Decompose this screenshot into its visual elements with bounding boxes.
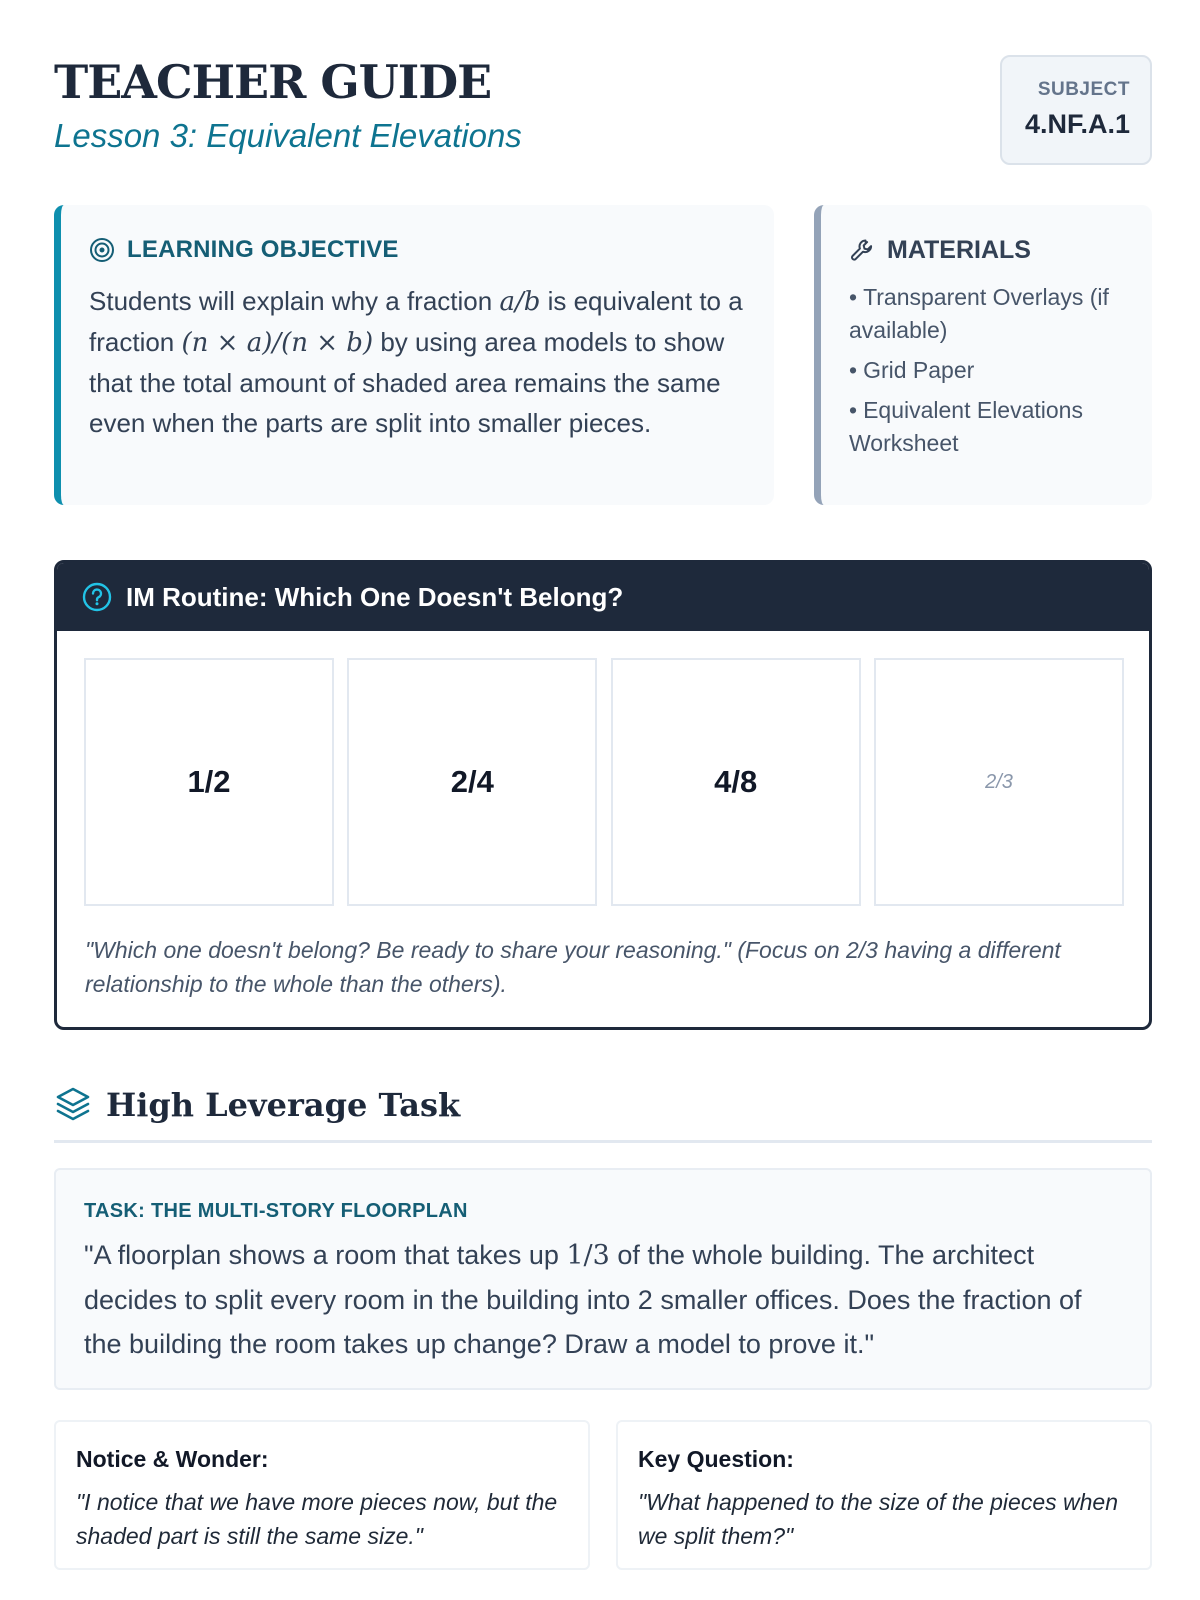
materials-header [849,235,1130,265]
task-text-part: "A floorplan shows a room that takes up [84,1240,567,1270]
high-leverage-heading [54,1085,1152,1143]
material-label: Grid Paper [863,357,975,383]
key-question-label: Key Question: [638,1446,794,1472]
materials-card [814,205,1152,505]
task-text [84,1233,1122,1366]
wodb-value: 4/8 [714,764,758,799]
objective-text-part: Students will explain why a fraction [89,286,500,316]
im-routine-card [54,560,1152,1030]
page-title: TEACHER GUIDE [54,55,492,109]
wodb-value: 2/4 [450,764,494,799]
fraction-one-third: 1/3 [566,1240,610,1271]
materials-heading: MATERIALS [887,235,1031,264]
wodb-card [611,658,861,906]
wodb-value: 2/3 [985,770,1013,793]
notice-wonder-label: Notice & Wonder: [76,1446,269,1472]
learning-objective-card [54,205,774,505]
teacher-guide-page [54,0,1152,1600]
key-question-card [616,1420,1152,1570]
wodb-value: 1/2 [187,764,231,799]
task-label: TASK: THE MULTI-STORY FLOORPLAN [84,1200,468,1222]
task-card [54,1168,1152,1390]
list-item: • Transparent Overlays (if available) [849,284,1109,343]
fraction-na-over-nb: (n × a)/(n × b) [181,328,374,358]
wodb-card [347,658,597,906]
list-item: • Equivalent Elevations Worksheet [849,397,1083,456]
materials-list [849,281,1130,460]
task-text-part: of the whole building. The architect decides to split every room in the building into 2 smaller offices. Does the fraction of the building the room takes up change? Draw a model to prove it." [84,1240,1082,1359]
subject-label: SUBJECT [1037,79,1130,100]
material-label: Equivalent Elevations Worksheet [849,397,1083,456]
material-label: Transparent Overlays (if available) [849,284,1109,343]
key-question-text: "What happened to the size of the pieces when we split them?" [638,1489,1118,1549]
fraction-a-over-b: a/b [499,287,541,317]
layers-icon [54,1085,92,1123]
target-icon [89,237,115,263]
objective-heading: LEARNING OBJECTIVE [127,236,399,263]
section-title: High Leverage Task [106,1086,461,1124]
objective-text-part: by using area models to show that the total amount of shaded area remains the same even when the parts are split into smaller pieces. [89,327,725,438]
subject-badge [1000,55,1152,165]
objective-header [89,235,746,265]
notice-wonder-card [54,1420,590,1570]
wrench-icon [849,237,875,263]
list-item: • Grid Paper [849,357,975,383]
routine-note: "Which one doesn't belong? Be ready to share your reasoning." (Focus on 2/3 having a different relationship to the whole than the others). [85,937,1061,997]
wodb-grid [84,658,1124,906]
question-circle-icon [82,582,112,612]
subject-code: 4.NF.A.1 [1024,109,1130,139]
page-header [54,55,1152,165]
objective-text-part: is equivalent to a fraction [89,286,743,357]
wodb-card [874,658,1124,906]
lesson-subtitle: Lesson 3: Equivalent Elevations [54,117,522,154]
routine-title: IM Routine: Which One Doesn't Belong? [126,581,624,612]
wodb-card [84,658,334,906]
objective-text [89,281,746,443]
routine-header [57,563,1149,631]
notice-wonder-text: "I notice that we have more pieces now, but the shaded part is still the same size." [76,1489,558,1549]
